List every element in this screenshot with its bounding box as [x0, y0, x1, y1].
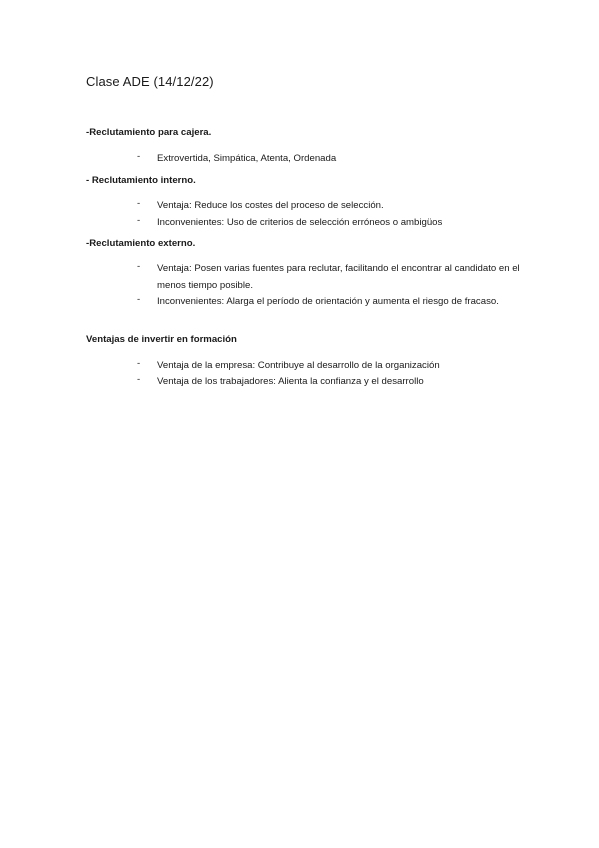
- bullet-dash: -: [137, 198, 141, 209]
- bullet-dash: -: [137, 358, 141, 369]
- section-heading-formacion: Ventajas de invertir en formación: [86, 334, 237, 345]
- document-title: Clase ADE (14/12/22): [86, 74, 214, 89]
- bullet-dash: -: [137, 261, 141, 272]
- list-item-text: Inconvenientes: Alarga el período de orientación y aumenta el riesgo de fracaso.: [157, 296, 499, 307]
- list-item-text: Ventaja: Reduce los costes del proceso de selección.: [157, 200, 384, 211]
- bullet-dash: -: [137, 294, 141, 305]
- list-item-text: Ventaja de la empresa: Contribuye al desarrollo de la organización: [157, 360, 440, 371]
- list-item-text: Inconvenientes: Uso de criterios de selección erróneos o ambigüos: [157, 217, 443, 228]
- section-heading-interno: - Reclutamiento interno.: [86, 175, 196, 186]
- list-item-text: Extrovertida, Simpática, Atenta, Ordenada: [157, 153, 337, 164]
- bullet-dash: -: [137, 215, 141, 226]
- list-item-text: Ventaja: Posen varias fuentes para reclutar, facilitando el encontrar al candidato en el menos tiempo posible.: [157, 263, 520, 291]
- bullet-dash: -: [137, 374, 141, 385]
- bullet-dash: -: [137, 151, 141, 162]
- section-heading-cajera: -Reclutamiento para cajera.: [86, 127, 212, 138]
- section-heading-externo: -Reclutamiento externo.: [86, 238, 196, 249]
- list-item-text: Ventaja de los trabajadores: Alienta la confianza y el desarrollo: [157, 376, 424, 387]
